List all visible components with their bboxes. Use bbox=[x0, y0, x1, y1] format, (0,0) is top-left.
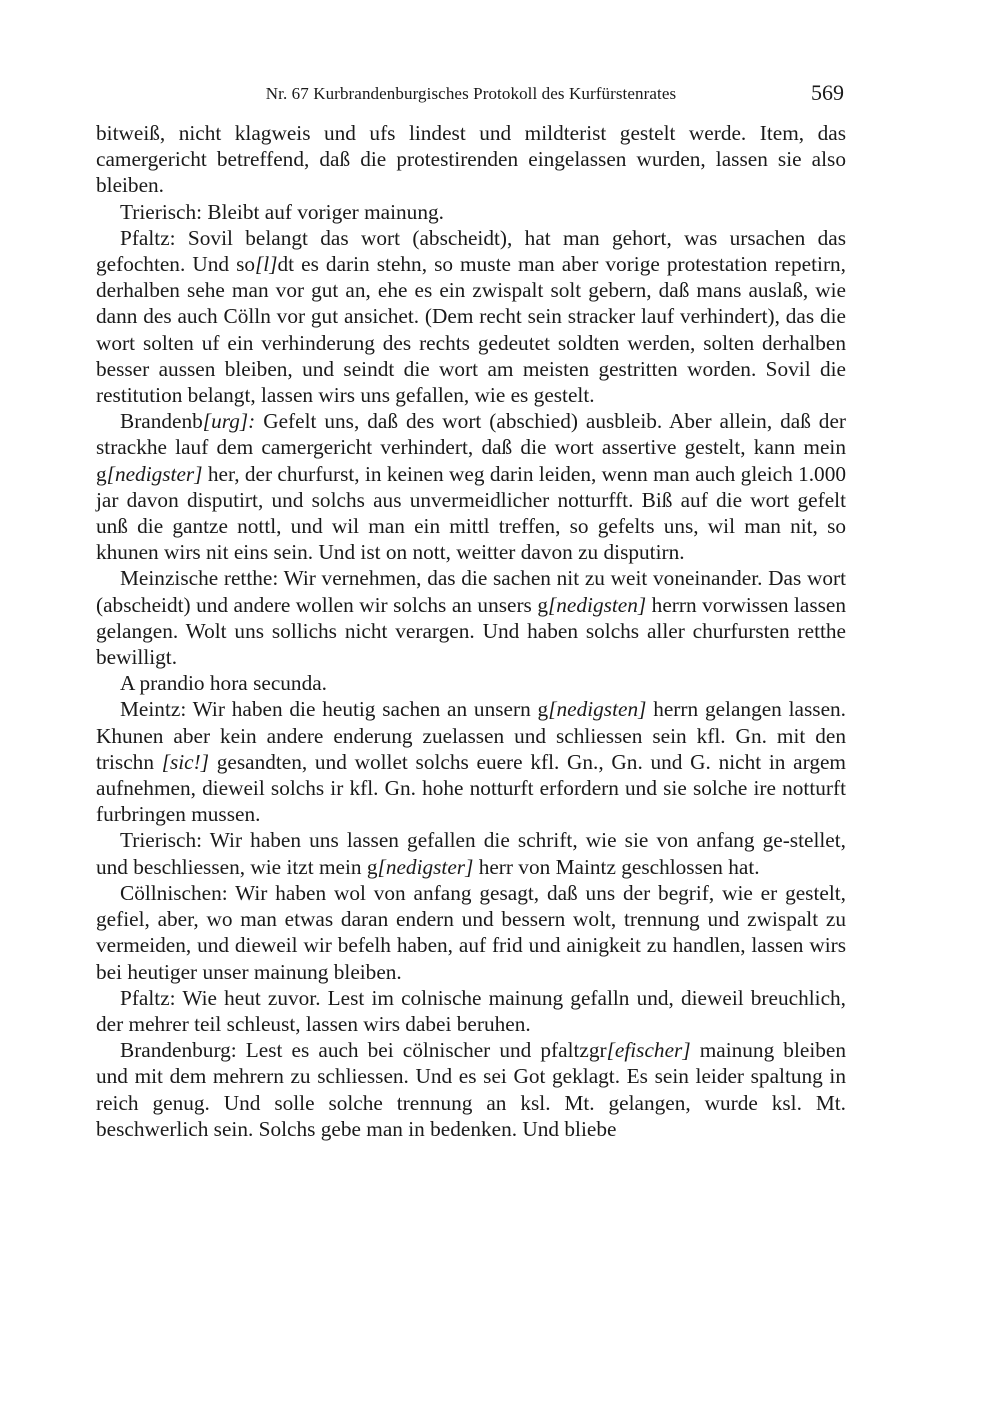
paragraph bbox=[96, 408, 846, 565]
text-segment: dt es darin stehn, so muste man aber vorige protestation repetirn, derhalben sehe man vor gut an, ehe es ein zwispalt solt gebern, daß mans auslaß, wie dann des auch Cölln vor gut ansichet. (Dem recht sein stracker lauf verhindert), das die wort solten uf ein verhinderung des rechts gedeutet soldten werden, solten derhalben besser aussen bleiben, und seindt die wort am meisten gestritten worden. Sovil die restitution belangt, lassen wirs uns gefallen, wie es gestelt. bbox=[96, 252, 847, 408]
paragraph bbox=[96, 1037, 846, 1142]
paragraph bbox=[96, 120, 846, 199]
text-segment: Meintz: Wir haben die heutig sachen an unsern g bbox=[120, 697, 549, 722]
text-segment: herrn vorwissen lassen gelangen. Wolt uns sollichs nicht verargen. Und haben solchs aller churfursten retthe bewilligt. bbox=[96, 592, 846, 670]
paragraph bbox=[96, 199, 846, 225]
editorial-insertion: [efischer] bbox=[606, 1038, 691, 1063]
text-segment: bitweiß, nicht klagweis und ufs lindest und mildterist gestelt werde. Item, das camergericht betreffend, daß die protestirenden eingelassen wurden, lassen sie also bleiben. bbox=[96, 121, 846, 198]
text-segment: Trierisch: Wir haben uns lassen gefallen die schrift, wie sie von anfang ge-stellet, und beschliessen, wie itzt mein g bbox=[96, 828, 846, 879]
running-title: Nr. 67 Kurbrandenburgisches Protokoll des Kurfürstenrates bbox=[265, 84, 677, 103]
page-number: 569 bbox=[811, 80, 844, 105]
text-segment: her, der churfurst, in keinen weg darin leiden, wenn man auch gleich 1.000 jar davon disputirt, und solchs aus unvermeidlicher notturfft. Biß auf die wort gefelt unß die gantze nottl, und wil man ein mittl treffen, so gefelts uns, wil man nit, so khunen wirs nit eins sein. Und ist on nott, weitter davon zu disputirn. bbox=[96, 461, 846, 565]
paragraph bbox=[96, 880, 846, 985]
editorial-insertion: [nedigster] bbox=[377, 854, 474, 879]
paragraph bbox=[96, 670, 846, 696]
paragraph bbox=[96, 225, 846, 408]
text-segment: Brandenburg: Lest es auch bei cölnischer und pfaltzgr bbox=[120, 1038, 607, 1063]
editorial-insertion: [sic!] bbox=[161, 749, 210, 774]
text-segment: Meinzische retthe: Wir vernehmen, das die sachen nit zu weit voneinander. Das wort (abscheidt) und andere wollen wir solchs an unsers g bbox=[96, 566, 846, 617]
paragraph bbox=[96, 985, 846, 1037]
text-segment: gesandten, und wollet solchs euere kfl. Gn., Gn. und G. nicht in argem aufnehmen, dieweil solchs ir kfl. Gn. hohe notturft erfordern und sie solche ire notturft furbringen mussen. bbox=[96, 749, 846, 827]
editorial-insertion: [nedigsten] bbox=[547, 592, 647, 617]
text-segment: herrn gelangen lassen. Khunen aber kein andere enderung zuelassen und schliessen sein kfl. Gn. mit den trischn bbox=[96, 697, 846, 774]
text-segment: Trierisch: Bleibt auf voriger mainung. bbox=[120, 199, 444, 224]
text-segment: Brandenb bbox=[120, 409, 203, 434]
text-segment: Pfaltz: Wie heut zuvor. Lest im colnische mainung gefalln und, dieweil breuchlich, der mehrer teil schleust, lassen wirs dabei beruhen. bbox=[96, 985, 846, 1036]
paragraph bbox=[96, 696, 846, 827]
editorial-insertion: [nedigster] bbox=[106, 461, 203, 486]
editorial-insertion: [l] bbox=[255, 252, 278, 277]
text-segment: Gefelt uns, daß des wort (abschied) ausbleib. Aber allein, daß der strackhe lauf dem camergericht verhindert, daß die wort assertive gestelt, kann mein g bbox=[96, 409, 846, 486]
editorial-insertion: [urg]: bbox=[202, 409, 256, 434]
text-segment: herr von Maintz geschlossen hat. bbox=[473, 854, 760, 879]
running-head bbox=[96, 80, 846, 110]
text-segment: Cöllnischen: Wir haben wol von anfang gesagt, daß uns der begrif, wie er gestelt, gefiel, aber, wo man etwas daran endern und bessern wolt, trennung und zwispalt zu vermeiden, und dieweil wir befelh haben, auf frid und ainigkeit zu handlen, lassen wirs bei heutiger unser mainung bleiben. bbox=[96, 880, 846, 984]
text-segment: A prandio hora secunda. bbox=[120, 671, 327, 696]
editorial-insertion: [nedigsten] bbox=[548, 697, 647, 722]
text-segment: mainung bleiben und mit dem mehrern zu schliessen. Und es sei Got geklagt. Es sein leider spaltung in reich genug. Und solle solche trennung an ksl. Mt. gelangen, wurde ksl. Mt. beschwerlich sein. Solchs gebe man in bedenken. Und bliebe bbox=[96, 1038, 846, 1141]
paragraph bbox=[96, 565, 846, 670]
body-text bbox=[96, 120, 846, 1142]
text-segment: Pfaltz: Sovil belangt das wort (abscheidt), hat man gehort, was ursachen das gefochten. Und so bbox=[96, 225, 846, 277]
paragraph bbox=[96, 827, 846, 879]
